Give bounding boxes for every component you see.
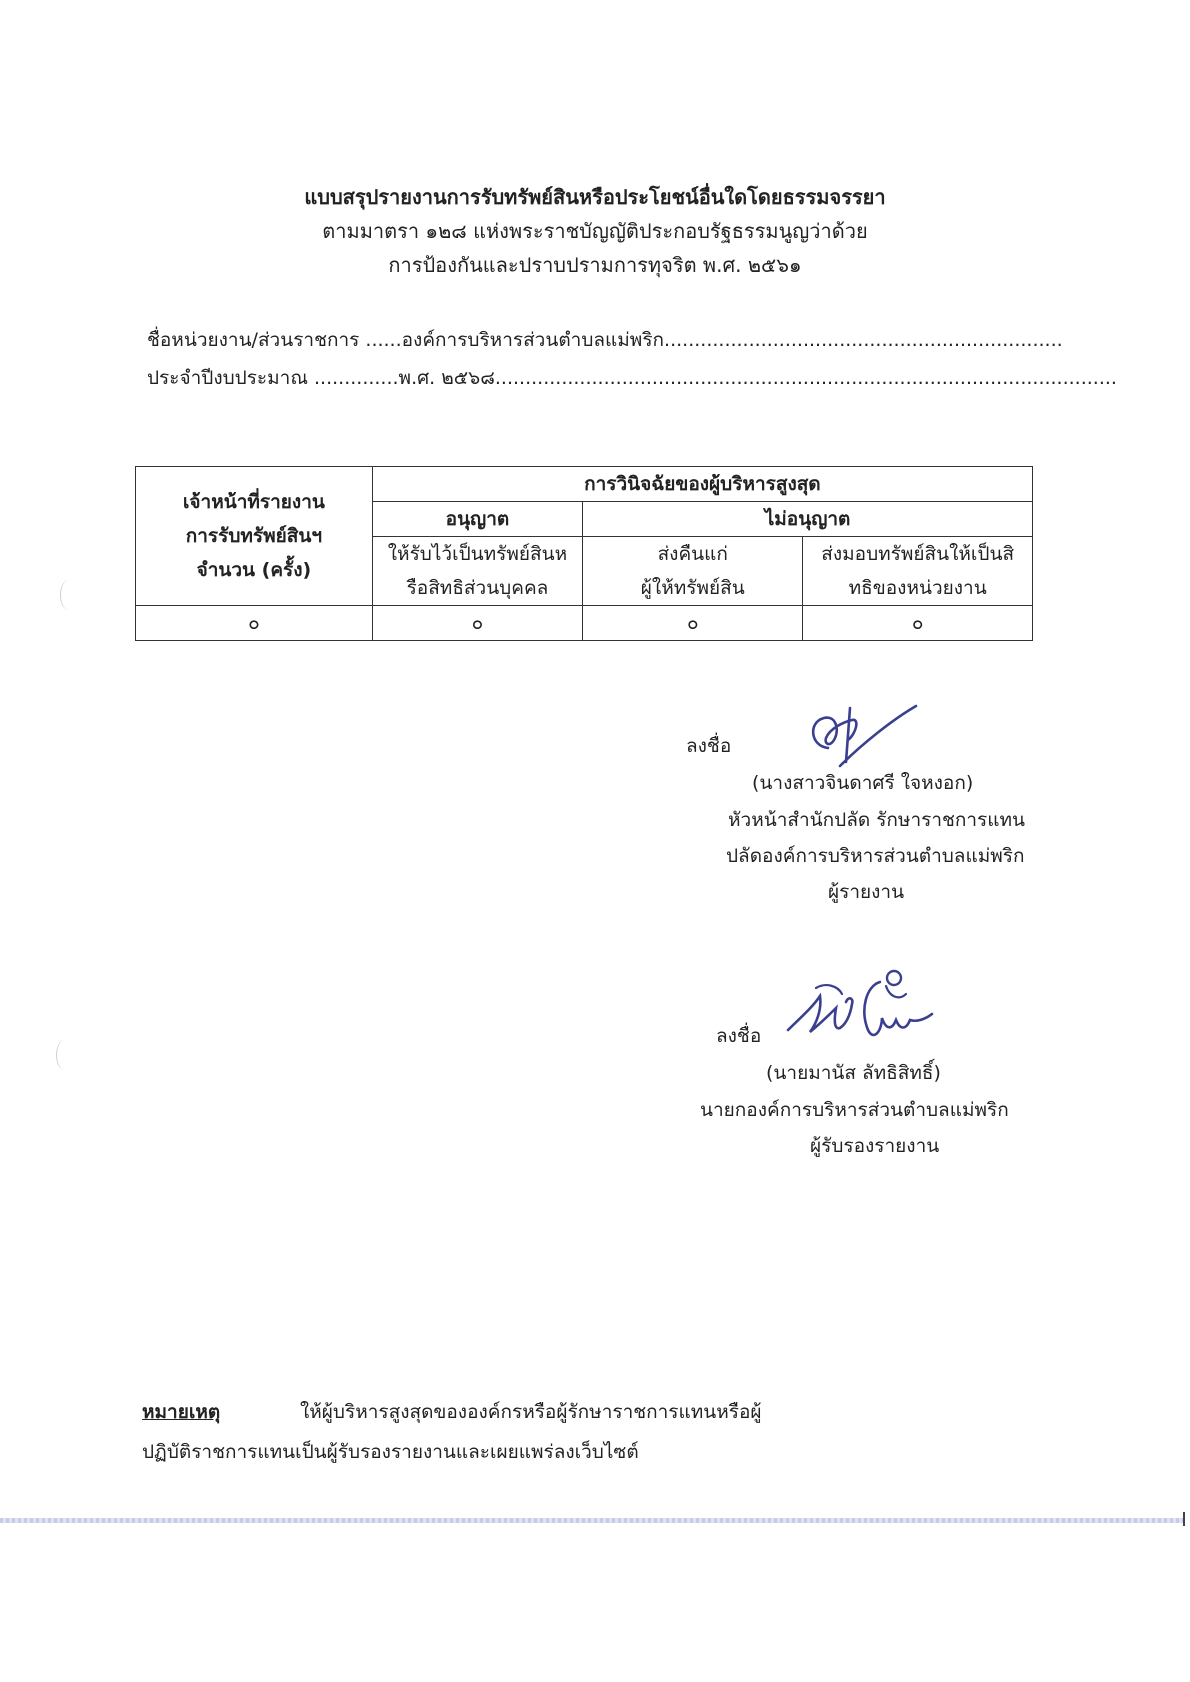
document-subtitle-2: การป้องกันและปราบปรามการทุจริต พ.ศ. ๒๕๖๑	[388, 253, 802, 277]
allow-description	[372, 537, 582, 606]
certifier-name: (นายมานัส ลัทธิสิทธิ์)	[766, 1062, 941, 1084]
scan-mark	[56, 1040, 73, 1070]
certifier-signature	[782, 968, 942, 1046]
return-description-line-2: ผู้ให้ทรัพย์สิน	[640, 577, 745, 599]
return-description-line-1: ส่งคืนแก่	[657, 543, 728, 565]
scan-mark	[60, 580, 77, 610]
allowed-count-value: ๐	[372, 606, 582, 641]
note-text-2: ปฏิบัติราชการแทนเป็นผู้รับรองรายงานและเผยแพร่ลงเว็บไซต์	[142, 1441, 639, 1463]
reporter-position-2: ปลัดองค์การบริหารส่วนตำบลแม่พริก	[726, 845, 1025, 867]
budget-year-line: ประจำปีงบประมาณ ..............พ.ศ. ๒๕๖๘.......................................................................................................	[147, 367, 1117, 389]
reporter-name: (นางสาวจินดาศรี ใจหงอก)	[752, 772, 974, 794]
agency-line: ชื่อหน่วยงาน/ส่วนราชการ ......องค์การบริหารส่วนตำบลแม่พริก..................................................................	[147, 329, 1063, 351]
certifier-sign-label: ลงชื่อ	[716, 1025, 762, 1047]
reporter-role: ผู้รายงาน	[828, 881, 905, 903]
certifier-position: นายกองค์การบริหารส่วนตำบลแม่พริก	[700, 1099, 1009, 1121]
footer-tick	[1183, 1512, 1185, 1526]
note-text-1: ให้ผู้บริหารสูงสุดขององค์กรหรือผู้รักษาราชการแทนหรือผู้	[300, 1401, 762, 1423]
transfer-description	[803, 537, 1033, 606]
reporter-position-1: หัวหน้าสำนักปลัด รักษาราชการแทน	[728, 809, 1026, 831]
reporter-count-header	[136, 467, 373, 606]
transfer-description-line-2: ทธิของหน่วยงาน	[848, 577, 987, 599]
reported-count-value: ๐	[136, 606, 373, 641]
allow-header: อนุญาต	[372, 502, 582, 537]
reporter-count-header-line-1: เจ้าหน้าที่รายงาน	[182, 491, 325, 513]
reporter-signature	[800, 700, 925, 770]
summary-table	[135, 466, 1033, 641]
note-label: หมายเหตุ	[142, 1401, 221, 1423]
transfer-description-line-1: ส่งมอบทรัพย์สินให้เป็นสิ	[821, 543, 1015, 565]
reporter-count-header-line-3: จำนวน (ครั้ง)	[196, 559, 312, 581]
transferred-count-value: ๐	[803, 606, 1033, 641]
returned-count-value: ๐	[583, 606, 803, 641]
certifier-role: ผู้รับรองรายงาน	[810, 1135, 940, 1157]
header	[0, 180, 1190, 282]
return-description	[583, 537, 803, 606]
decision-header: การวินิจฉัยของผู้บริหารสูงสุด	[372, 467, 1032, 502]
allow-description-line-1: ให้รับไว้เป็นทรัพย์สินห	[387, 543, 568, 565]
deny-header: ไม่อนุญาต	[583, 502, 1033, 537]
allow-description-line-2: รือสิทธิส่วนบุคคล	[406, 577, 549, 599]
reporter-sign-label: ลงชื่อ	[686, 735, 732, 757]
document-title: แบบสรุปรายงานการรับทรัพย์สินหรือประโยชน์อื่นใดโดยธรรมจรรยา	[304, 185, 886, 209]
footer-rule	[0, 1518, 1185, 1523]
document-subtitle-1: ตามมาตรา ๑๒๘ แห่งพระราชบัญญัติประกอบรัฐธรรมนูญว่าด้วย	[322, 219, 868, 243]
table-row	[136, 606, 1033, 641]
reporter-count-header-line-2: การรับทรัพย์สินฯ	[185, 525, 323, 547]
